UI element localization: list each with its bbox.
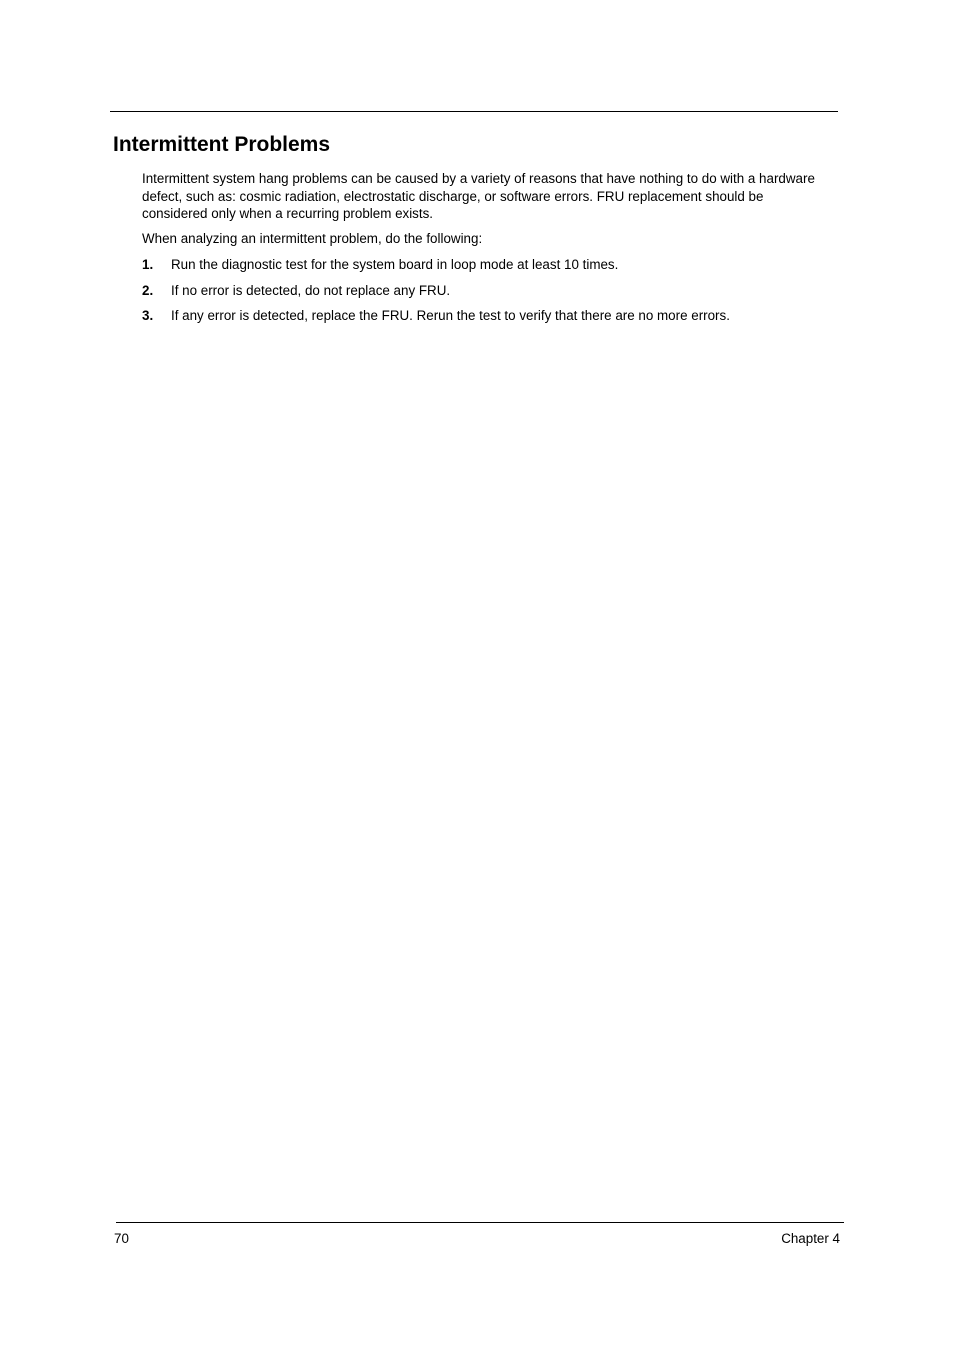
- step-text: If no error is detected, do not replace any FRU.: [171, 282, 451, 298]
- step-text: Run the diagnostic test for the system board in loop mode at least 10 times.: [171, 257, 619, 272]
- page-number: 70: [114, 1231, 129, 1246]
- chapter-label: Chapter 4: [781, 1231, 840, 1246]
- list-item: [142, 307, 832, 333]
- section-title: Intermittent Problems: [113, 133, 331, 156]
- intro-paragraph: Intermittent system hang problems can be caused by a variety of reasons that have nothing to do with a hardware defect, such as: cosmic radiation, electrostatic discharge, or software errors. FRU replacement should be considered only when a recurring problem exists.: [142, 171, 815, 221]
- step-text: If any error is detected, replace the FRU. Rerun the test to verify that there are no more errors.: [171, 308, 730, 323]
- header-rule: [110, 111, 838, 112]
- step-number: 2.: [142, 282, 154, 298]
- step-number: 1.: [142, 257, 154, 272]
- list-item: [142, 256, 832, 282]
- footer-rule: [116, 1222, 844, 1223]
- step-number: 3.: [142, 308, 154, 323]
- procedure-steps: [142, 256, 832, 333]
- list-item: [142, 282, 832, 308]
- procedure-lead-in: When analyzing an intermittent problem, do the following:: [142, 231, 483, 246]
